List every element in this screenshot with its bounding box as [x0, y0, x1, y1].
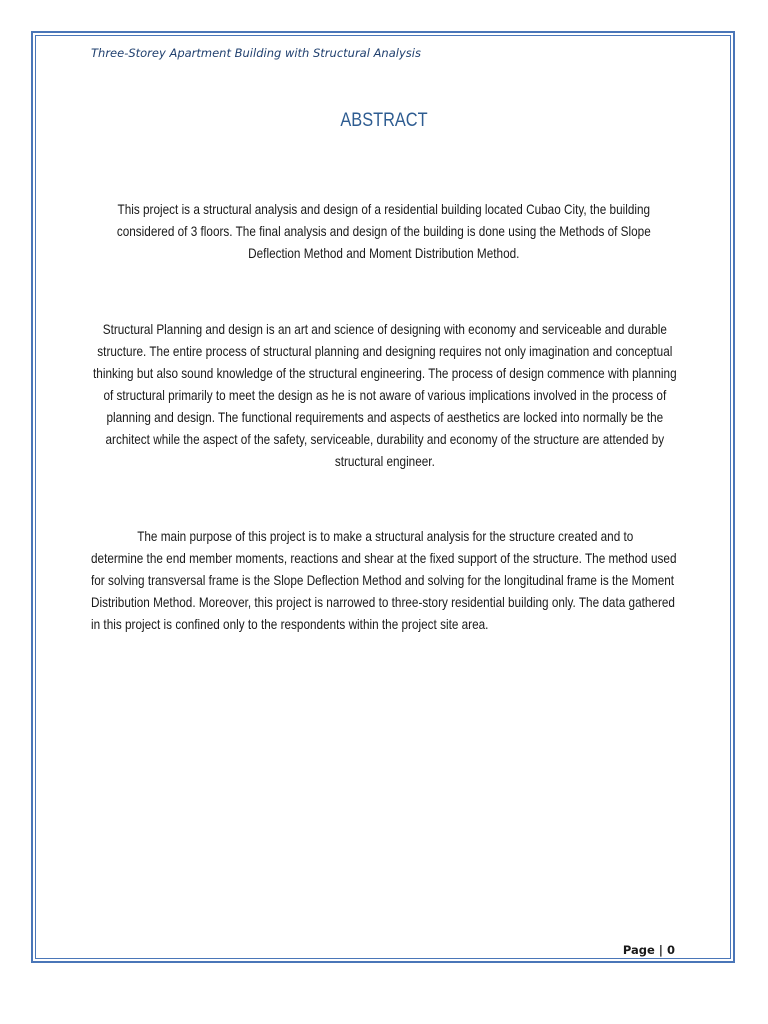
- abstract-paragraph-2: Structural Planning and design is an art and science of designing with economy and serviceable and durable structure. The entire process of structural planning and designing requires not only imagination and conceptual thinking but also sound knowledge of the structural engineering. The process of design commence with planning of structural primarily to meet the design as he is not aware of various implications involved in the process of planning and design. The functional requirements and aspects of aesthetics are locked into normally be the architect while the aspect of the safety, serviceable, durability and economy of the structure are attended by structural engineer.: [93, 321, 677, 469]
- abstract-paragraph-1: This project is a structural analysis and design of a residential building located Cubao City, the building considered of 3 floors. The final analysis and design of the building is done using the Methods of Slope Deflection Method and Moment Distribution Method.: [116, 201, 651, 261]
- running-header: Three-Storey Apartment Building with Structural Analysis: [91, 46, 421, 60]
- abstract-heading: ABSTRACT: [340, 110, 428, 131]
- page-border-inner: [35, 35, 731, 959]
- page-number: Page | 0: [622, 943, 675, 957]
- abstract-paragraph-3: The main purpose of this project is to make a structural analysis for the structure created and to determine the end member moments, reactions and shear at the fixed support of the structure. The method used for solving transversal frame is the Slope Deflection Method and solving for the longitudinal frame is the Moment Distribution Method. Moreover, this project is narrowed to three-story residential building only. The data gathered in this project is confined only to the respondents within the project site area.: [91, 528, 677, 632]
